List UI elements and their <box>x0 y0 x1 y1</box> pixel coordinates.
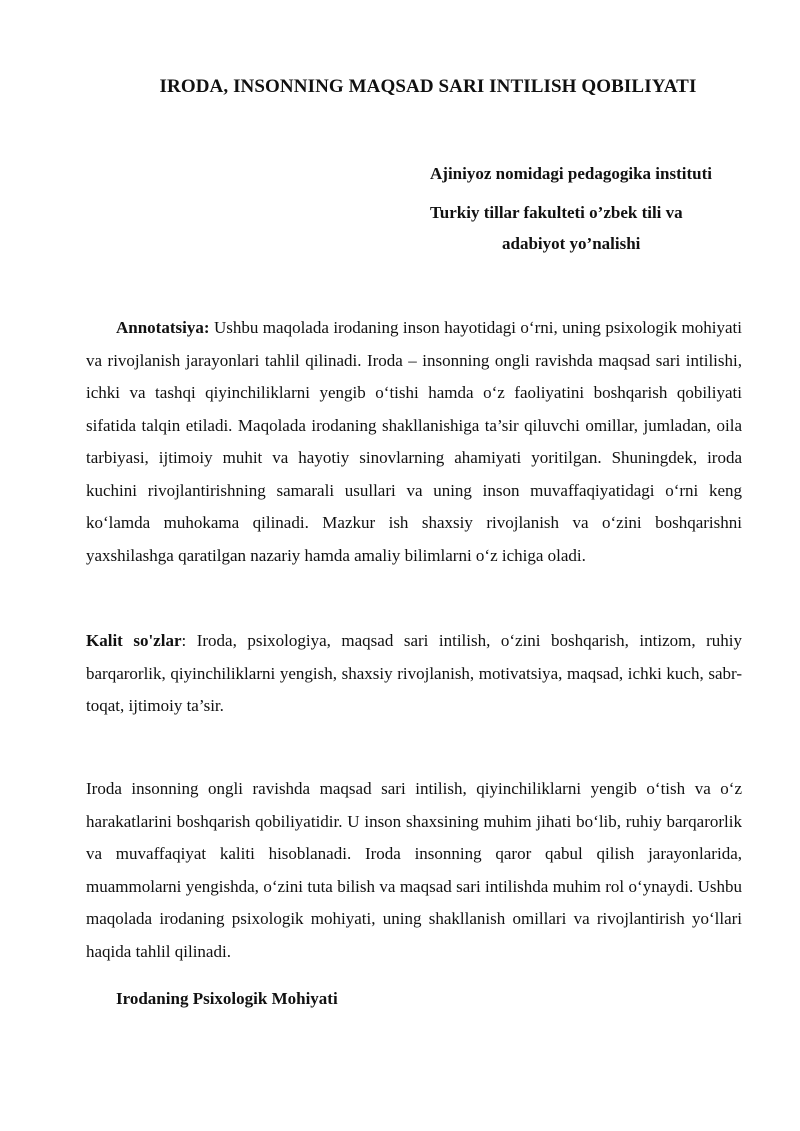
annotation-paragraph <box>86 312 742 572</box>
annotation-text: Ushbu maqolada irodaning inson hayotidagi o‘rni, uning psixologik mohiyati va rivojlanish jarayonlari tahlil qilinadi. Iroda – insonning ongli ravishda maqsad sari intilishi, ichki va tashqi qiyinchiliklarni yengib o‘tishi hamda o‘z faoliyatini boshqarish qobiliyati sifatida talqin etiladi. Maqolada irodaning shakllanishiga ta’sir qiluvchi omillar, jumladan, oila tarbiyasi, ijtimoiy muhit va hayotiy sinovlarning ahamiyati yoritilgan. Shuningdek, iroda kuchini rivojlantirishning samarali usullari va uning inson muvaffaqiyatidagi o‘rni keng ko‘lamda muhokama qilinadi. Mazkur ish shaxsiy rivojlanish va o‘zini boshqarishni yaxshilashga qaratilgan nazariy hamda amaliy bilimlarni o‘z ichiga oladi. <box>86 318 742 565</box>
body-paragraph: Iroda insonning ongli ravishda maqsad sari intilish, qiyinchiliklarni yengib o‘tish va o‘z harakatlarini boshqarish qobiliyatidir. U inson shaxsining muhim jihati bo‘lib, ruhiy barqarorlik va muvaffaqiyat kaliti hisoblanadi. Iroda insonning qaror qabul qilish jarayonlarida, muammolarni yengishda, o‘zini tuta bilish va maqsad sari intilishda muhim rol o‘ynaydi. Ushbu maqolada irodaning psixologik mohiyati, uning shakllanish omillari va rivojlantirish yo‘llari haqida tahlil qilinadi. <box>86 779 742 961</box>
affiliation-institute: Ajiniyoz nomidagi pedagogika instituti <box>430 164 712 183</box>
affiliation-faculty: Turkiy tillar fakulteti o’zbek tili va <box>430 203 683 222</box>
annotation-label: Annotatsiya: <box>116 318 210 337</box>
keywords-paragraph <box>86 625 742 723</box>
affiliation-program: adabiyot yo’nalishi <box>502 234 641 253</box>
page-title: IRODA, INSONNING MAQSAD SARI INTILISH QOBILIYATI <box>159 76 697 97</box>
keywords-label: Kalit so'zlar <box>86 631 182 650</box>
section-heading: Irodaning Psixologik Mohiyati <box>116 989 338 1008</box>
keywords-text: : Iroda, psixologiya, maqsad sari intilish, o‘zini boshqarish, intizom, ruhiy barqarorlik, qiyinchiliklarni yengish, shaxsiy rivojlanish, motivatsiya, maqsad, ichki kuch, sabr-toqat, ijtimoiy ta’sir. <box>86 631 742 715</box>
